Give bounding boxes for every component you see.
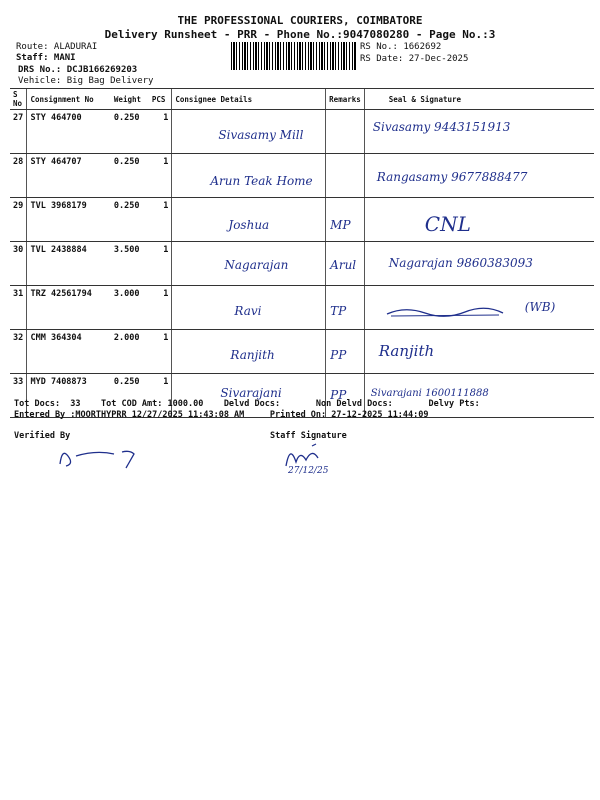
- handwritten-remarks: MP: [330, 218, 351, 232]
- col-consignee: Consignee Details: [172, 89, 326, 110]
- staff-signature-date: 27/12/25: [288, 466, 329, 476]
- runsheet-table: [10, 88, 594, 418]
- weight: 3.500: [111, 242, 149, 286]
- route-label: Route: ALADURAI: [16, 42, 98, 52]
- handwritten-remarks: Arul: [330, 258, 357, 272]
- totals-line: Tot Docs: 33 Tot COD Amt: 1000.00 Delvd Docs: Non Delvd Docs: Delvy Pts:: [14, 399, 480, 409]
- consignment-no: TRZ 42561794: [27, 286, 111, 330]
- col-signature: Seal & Signature: [364, 89, 594, 110]
- sno: 30: [10, 242, 27, 286]
- handwritten-consignee: Nagarajan: [224, 258, 289, 272]
- handwritten-consignee: Ranjith: [230, 348, 275, 362]
- consignment-no: TVL 3968179: [27, 198, 111, 242]
- verifier-signature: [56, 442, 146, 472]
- scribble-signature: [385, 304, 505, 320]
- seal-signature: [364, 286, 594, 330]
- handwritten-signature: Nagarajan 9860383093: [388, 256, 533, 270]
- weight: 0.250: [111, 154, 149, 198]
- staff-signature-label: Staff Signature: [270, 431, 347, 441]
- consignee-details: [172, 242, 326, 286]
- consignee-details: [172, 330, 326, 374]
- pcs: 1: [149, 198, 172, 242]
- consignment-no: TVL 2438884: [27, 242, 111, 286]
- handwritten-remarks: TP: [330, 304, 347, 318]
- rs-date: RS Date: 27-Dec-2025: [360, 54, 469, 64]
- col-weight: Weight: [111, 89, 149, 110]
- runsheet-subtitle: Delivery Runsheet - PRR - Phone No.:9047080280 - Page No.:3: [104, 28, 496, 41]
- consignment-no: MYD 7408873: [27, 374, 111, 418]
- seal-signature: [364, 154, 594, 198]
- table-row: [10, 330, 594, 374]
- vehicle-label: Vehicle: Big Bag Delivery: [18, 76, 154, 86]
- verified-by-label: Verified By: [14, 431, 71, 441]
- col-sno: S No: [10, 89, 27, 110]
- handwritten-signature: Sivarajani 1600111888: [370, 388, 489, 399]
- sno: 28: [10, 154, 27, 198]
- remarks: [326, 154, 365, 198]
- consignee-details: [172, 110, 326, 154]
- col-consignment: Consignment No: [27, 89, 111, 110]
- remarks: [326, 198, 365, 242]
- consignment-no: STY 464700: [27, 110, 111, 154]
- weight: 0.250: [111, 110, 149, 154]
- weight: 3.000: [111, 286, 149, 330]
- handwritten-signature: Rangasamy 9677888477: [376, 170, 528, 184]
- drs-number: DRS No.: DCJB166269203: [18, 65, 138, 75]
- table-row: [10, 154, 594, 198]
- remarks: [326, 330, 365, 374]
- table-row: [10, 242, 594, 286]
- pcs: 1: [149, 154, 172, 198]
- sno: 32: [10, 330, 27, 374]
- seal-signature: [364, 110, 594, 154]
- col-pcs: PCS: [149, 89, 172, 110]
- sno: 33: [10, 374, 27, 418]
- handwritten-remarks: PP: [330, 348, 347, 362]
- weight: 2.000: [111, 330, 149, 374]
- consignee-details: [172, 154, 326, 198]
- seal-signature: [364, 330, 594, 374]
- consignment-no: STY 464707: [27, 154, 111, 198]
- consignee-details: [172, 286, 326, 330]
- sno: 31: [10, 286, 27, 330]
- pcs: 1: [149, 330, 172, 374]
- handwritten-signature: CNL: [424, 212, 471, 236]
- handwritten-consignee: Joshua: [228, 218, 270, 232]
- handwritten-consignee: Sivasamy Mill: [218, 128, 304, 142]
- remarks: [326, 110, 365, 154]
- pcs: 1: [149, 110, 172, 154]
- table-header-row: [10, 89, 594, 110]
- seal-signature: [364, 242, 594, 286]
- handwritten-signature: (WB): [524, 300, 556, 314]
- handwritten-signature: Sivasamy 9443151913: [372, 120, 511, 134]
- pcs: 1: [149, 242, 172, 286]
- weight: 0.250: [111, 374, 149, 418]
- staff-label: Staff: MANI: [16, 53, 76, 63]
- sno: 29: [10, 198, 27, 242]
- table-row: [10, 110, 594, 154]
- rs-number: RS No.: 1662692: [360, 42, 442, 52]
- sno: 27: [10, 110, 27, 154]
- handwritten-signature: Ranjith: [378, 342, 435, 360]
- remarks: [326, 286, 365, 330]
- pcs: 1: [149, 374, 172, 418]
- seal-signature: [364, 198, 594, 242]
- company-title: THE PROFESSIONAL COURIERS, COIMBATORE: [177, 14, 423, 27]
- handwritten-remarks: PP: [330, 388, 347, 402]
- consignee-details: [172, 198, 326, 242]
- weight: 0.250: [111, 198, 149, 242]
- handwritten-consignee: Arun Teak Home: [210, 174, 313, 188]
- barcode: [231, 42, 357, 70]
- entered-by-line: Entered By :MOORTHYPRR 12/27/2025 11:43:08 AM Printed On: 27-12-2025 11:44:09: [14, 410, 429, 420]
- col-remarks: Remarks: [326, 89, 365, 110]
- table-row: [10, 198, 594, 242]
- remarks: [326, 242, 365, 286]
- pcs: 1: [149, 286, 172, 330]
- handwritten-consignee: Ravi: [234, 304, 262, 318]
- consignment-no: CMM 364304: [27, 330, 111, 374]
- handwritten-consignee: Sivarajani: [220, 386, 282, 400]
- table-row: [10, 286, 594, 330]
